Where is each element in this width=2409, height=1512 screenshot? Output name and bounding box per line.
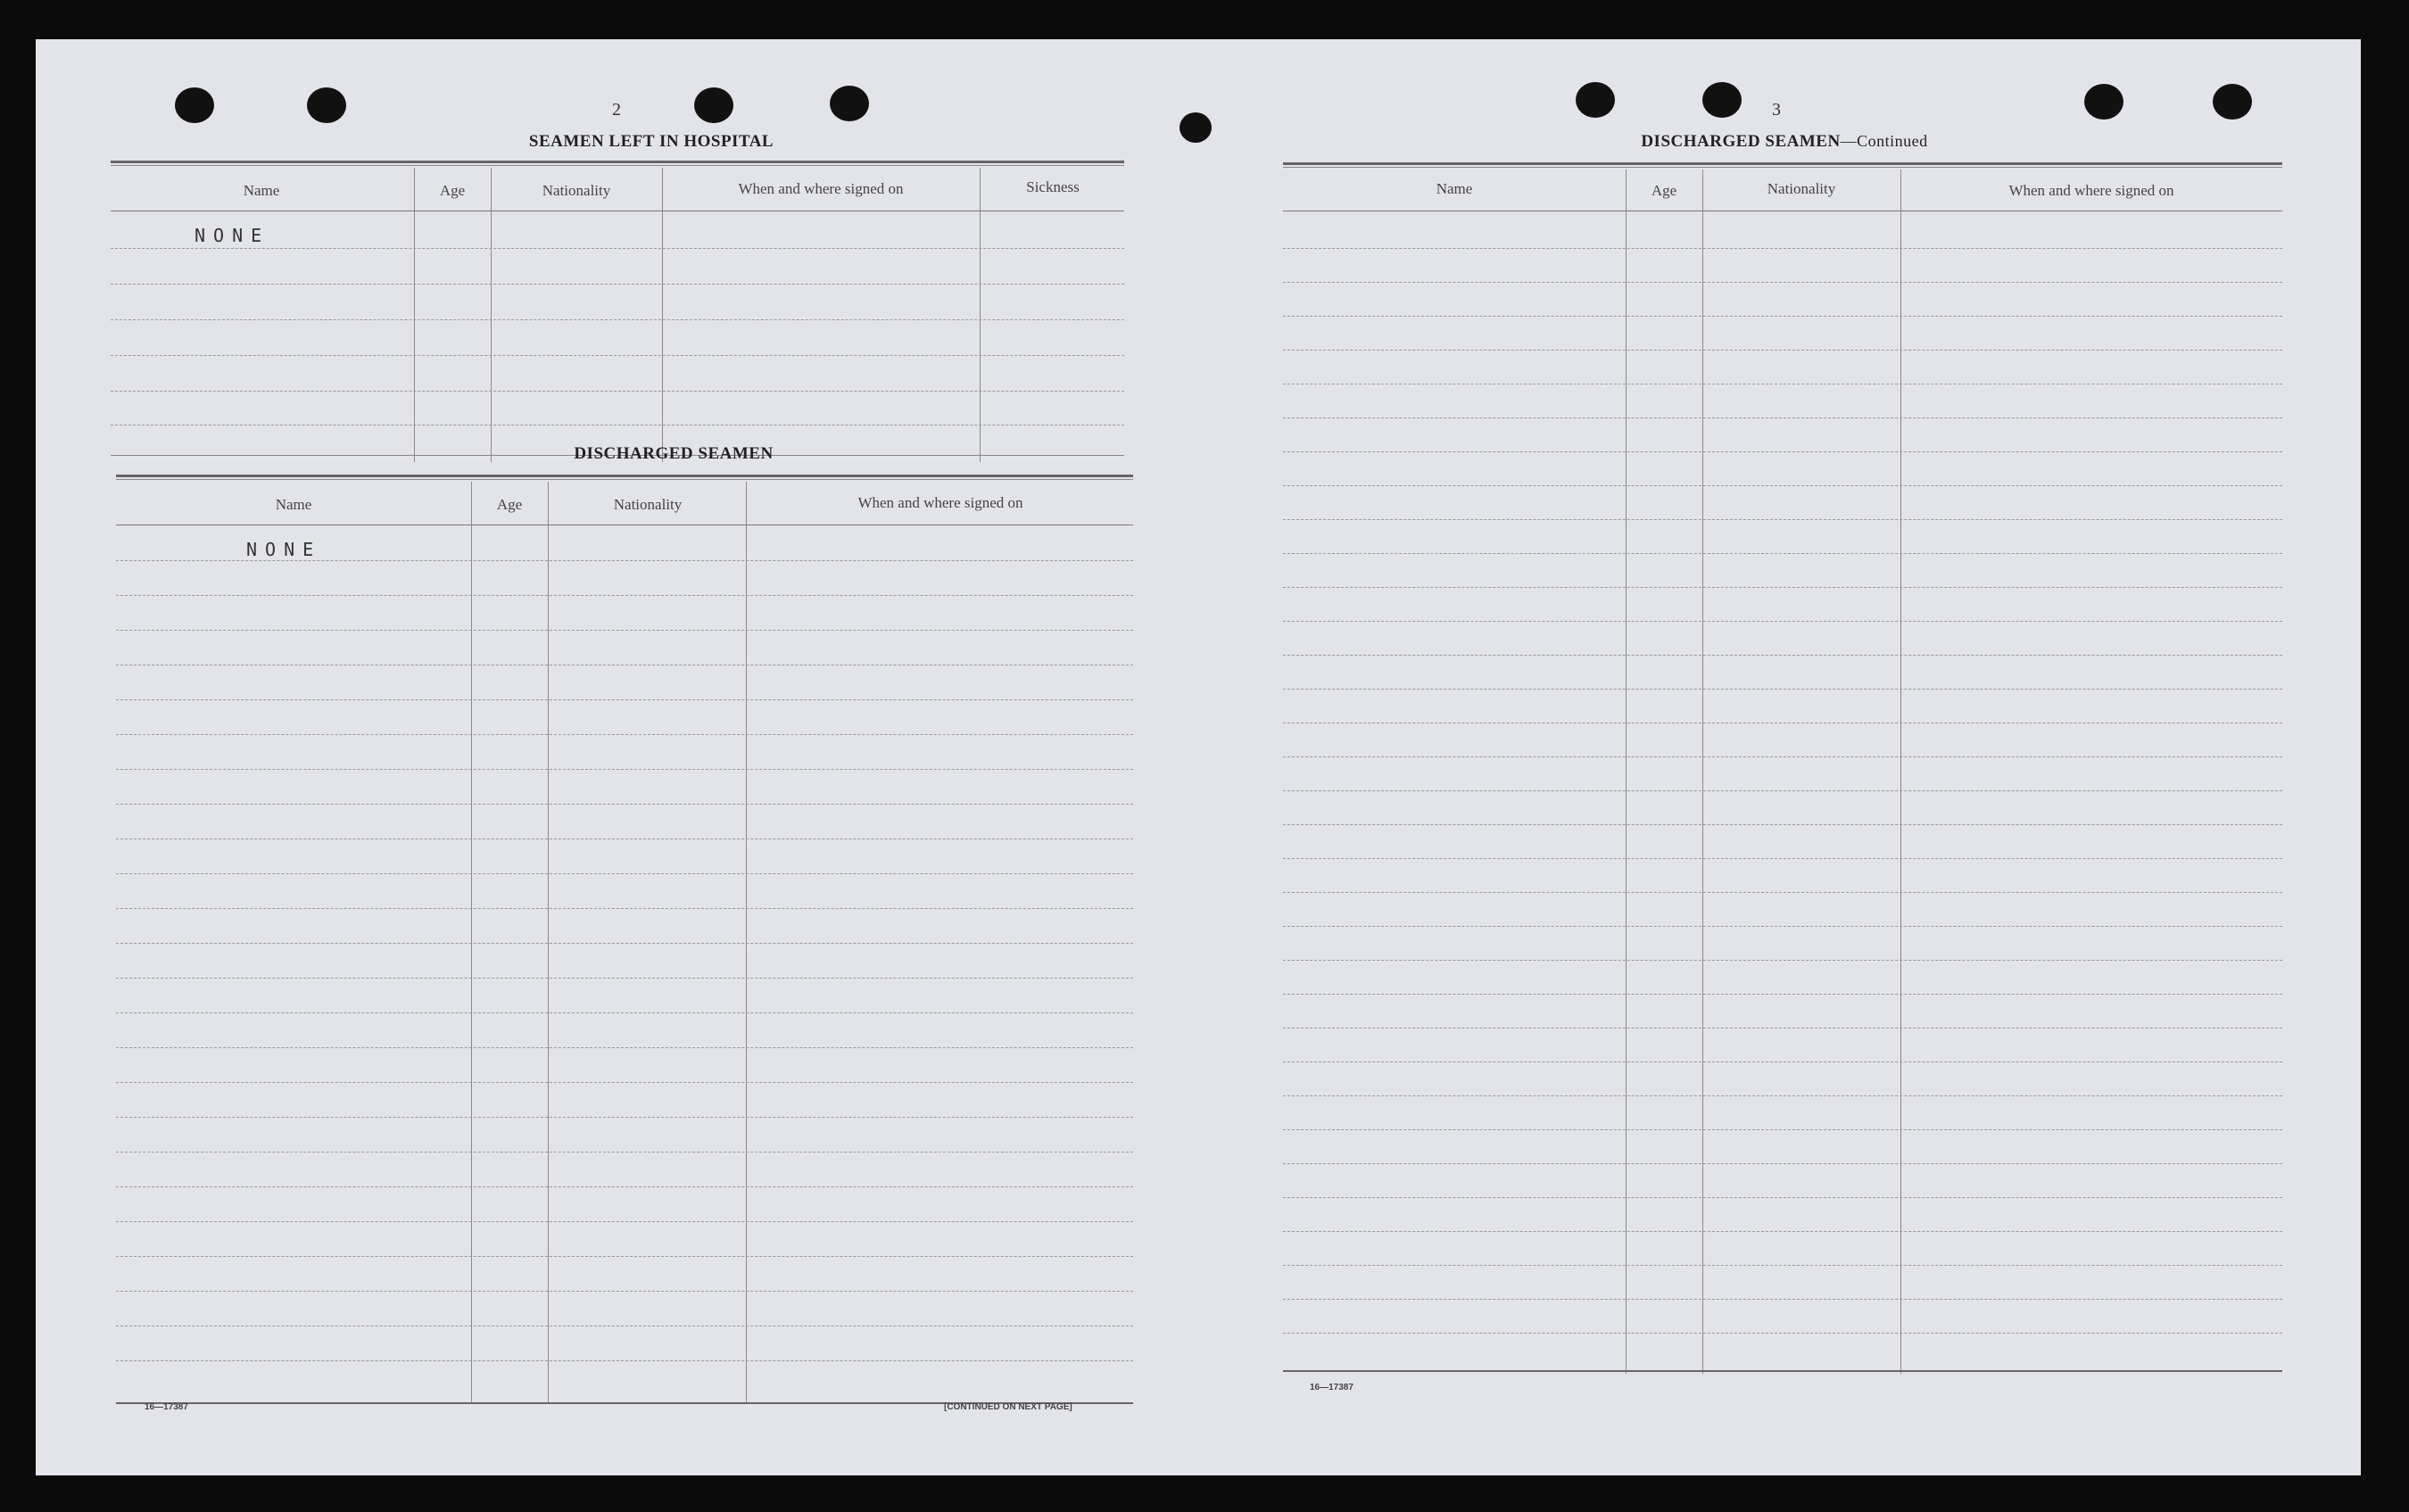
table-row: [1283, 1129, 2282, 1130]
discharged-table-left: [116, 475, 1133, 1429]
col-header-nationality: Nationality: [613, 496, 683, 513]
discharged-entry-none: NONE: [246, 539, 322, 560]
column-divider: [746, 482, 747, 1402]
table-top-rule: [1283, 167, 2282, 168]
table-row: [111, 248, 1124, 249]
table-row: [1283, 1163, 2282, 1164]
column-divider: [980, 168, 981, 462]
table-row: [1283, 689, 2282, 690]
col-header-age: Age: [496, 496, 523, 513]
document-sheet: [36, 39, 2361, 1475]
discharged-title-text: DISCHARGED SEAMEN: [574, 444, 774, 463]
table-row: [1283, 350, 2282, 351]
column-divider: [471, 482, 472, 1402]
table-row: [1283, 621, 2282, 622]
col-header-signed-on: When and where signed on: [857, 494, 1023, 511]
col-header-name: Name: [243, 182, 280, 199]
table-row: [116, 1047, 1133, 1048]
table-row: [116, 560, 1133, 561]
col-header-name: Name: [1436, 180, 1473, 197]
table-row: [1283, 655, 2282, 656]
table-row: [116, 769, 1133, 770]
table-row: [1283, 824, 2282, 825]
table-top-rule: [116, 479, 1133, 480]
table-row: [116, 1360, 1133, 1361]
discharged-section-title: [419, 444, 928, 464]
table-row: [116, 873, 1133, 874]
column-divider: [662, 168, 663, 462]
punch-hole: [694, 87, 733, 123]
table-row: [116, 1256, 1133, 1257]
hospital-entry-none: NONE: [195, 225, 270, 246]
col-header-name: Name: [275, 496, 312, 513]
hospital-section-title: [419, 132, 883, 152]
table-row: [116, 978, 1133, 979]
table-top-rule: [111, 161, 1124, 163]
table-row: [1283, 790, 2282, 791]
table-row: [116, 734, 1133, 735]
punch-hole: [2213, 84, 2252, 120]
table-row: [116, 943, 1133, 944]
table-row: [1283, 485, 2282, 486]
hospital-table: [111, 161, 1124, 464]
form-number-left: 16—17387: [145, 1402, 188, 1412]
table-row: [1283, 1265, 2282, 1266]
col-header-nationality: Nationality: [542, 182, 611, 199]
table-row: [116, 804, 1133, 805]
col-header-signed-on: When and where signed on: [2008, 182, 2174, 199]
table-row: [1283, 1028, 2282, 1029]
table-top-rule: [116, 475, 1133, 477]
table-row: [1283, 858, 2282, 859]
table-row: [1283, 248, 2282, 249]
discharged-continued-title: [1535, 132, 2034, 152]
table-row: [111, 425, 1124, 426]
column-divider: [414, 168, 415, 462]
continued-suffix: —Continued: [1840, 132, 1928, 150]
table-row: [116, 1291, 1133, 1292]
table-row: [116, 1117, 1133, 1118]
continued-note: [CONTINUED ON NEXT PAGE]: [944, 1402, 1072, 1412]
table-row: [1283, 417, 2282, 418]
table-row: [1283, 960, 2282, 961]
col-header-age: Age: [1651, 182, 1677, 199]
table-row: [1283, 451, 2282, 452]
form-number-right: 16—17387: [1310, 1383, 1354, 1392]
table-row: [1283, 756, 2282, 757]
table-row: [1283, 1333, 2282, 1334]
table-row: [1283, 316, 2282, 317]
table-row: [1283, 1197, 2282, 1198]
table-row: [116, 630, 1133, 631]
table-row: [1283, 1299, 2282, 1300]
punch-hole: [2084, 84, 2123, 120]
discharged-table-right: [1283, 162, 2282, 1411]
table-row: [111, 284, 1124, 285]
table-row: [116, 1186, 1133, 1187]
punch-hole: [1576, 82, 1615, 118]
table-row: [116, 699, 1133, 700]
table-row: [116, 908, 1133, 909]
page-number-right: 3: [1772, 100, 1781, 120]
table-row: [1283, 892, 2282, 893]
table-top-rule: [111, 165, 1124, 166]
hospital-title-text: SEAMEN LEFT IN HOSPITAL: [528, 132, 774, 151]
punch-hole: [830, 86, 869, 121]
table-row: [116, 1082, 1133, 1083]
table-row: [116, 1012, 1133, 1013]
table-row: [1283, 1095, 2282, 1096]
page-number-left: 2: [612, 100, 621, 120]
table-row: [116, 1152, 1133, 1153]
punch-hole: [307, 87, 346, 123]
table-row: [1283, 553, 2282, 554]
column-divider: [491, 168, 492, 462]
table-row: [1283, 994, 2282, 995]
table-row: [111, 391, 1124, 392]
table-bottom-rule: [1283, 1370, 2282, 1372]
column-divider: [548, 482, 549, 1402]
col-header-age: Age: [439, 182, 466, 199]
table-row: [1283, 519, 2282, 520]
col-header-signed-on: When and where signed on: [738, 180, 904, 197]
table-row: [1283, 587, 2282, 588]
punch-hole: [1180, 112, 1212, 143]
table-row: [1283, 926, 2282, 927]
table-row: [116, 595, 1133, 596]
punch-hole: [175, 87, 214, 123]
table-row: [111, 319, 1124, 320]
table-row: [111, 355, 1124, 356]
table-top-rule: [1283, 162, 2282, 165]
col-header-sickness: Sickness: [1026, 178, 1080, 195]
table-row: [1283, 282, 2282, 283]
table-row: [116, 1221, 1133, 1222]
col-header-nationality: Nationality: [1767, 180, 1836, 197]
punch-hole: [1702, 82, 1742, 118]
discharged-continued-text: DISCHARGED SEAMEN: [1641, 132, 1841, 151]
table-row: [1283, 1231, 2282, 1232]
